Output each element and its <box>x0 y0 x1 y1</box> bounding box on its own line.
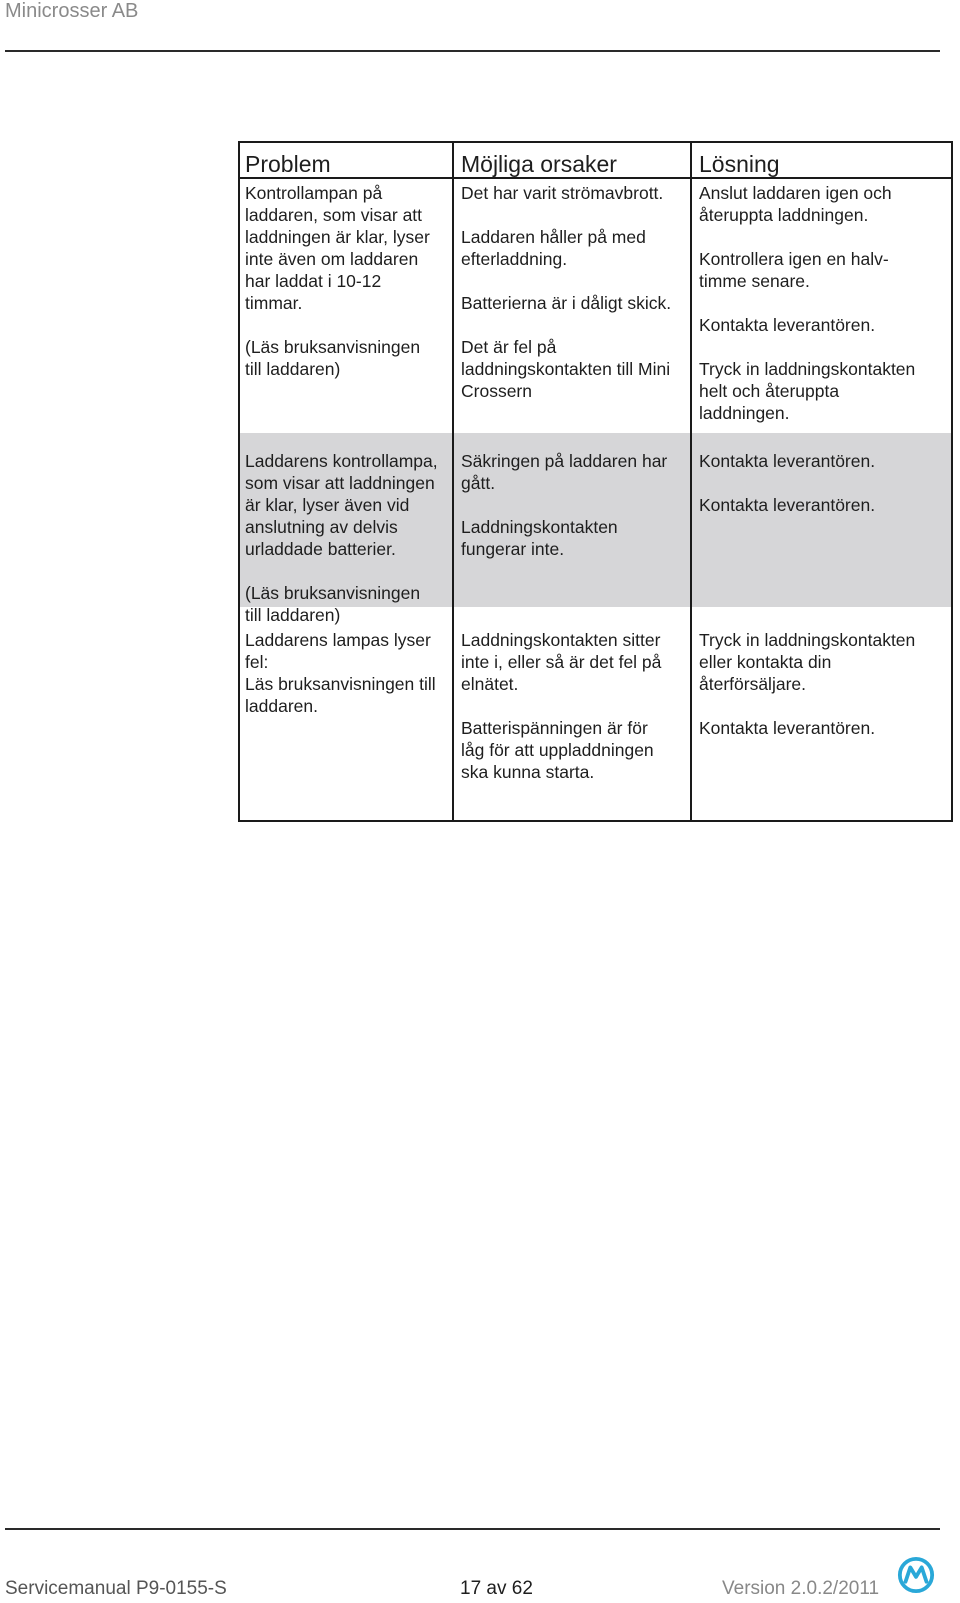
row2-causes <box>461 450 689 560</box>
row3-problem <box>245 629 450 717</box>
row1-cause-3: Batterierna är i dåligt skick. <box>461 293 672 313</box>
header-causes: Möjliga orsaker <box>461 151 617 177</box>
footer-manual-id: Servicemanual P9-0155-S <box>5 1578 227 1599</box>
row2-solution-1: Kontakta leverantören. <box>699 451 876 471</box>
troubleshooting-table <box>238 141 953 822</box>
footer-version: Version 2.0.2/2011 <box>722 1578 880 1599</box>
minicrosser-logo-icon <box>897 1556 935 1594</box>
footer-rule <box>5 1528 940 1530</box>
row3-problem-text: Laddarens lampas lyser fel: Läs bruksanvisningen till laddaren. <box>245 630 436 716</box>
row1-solution-1: Anslut laddaren igen och återuppta laddningen. <box>699 183 892 225</box>
row2-problem <box>245 450 450 626</box>
row1-cause-4: Det är fel på laddningskontakten till Mini Crossern <box>461 337 671 401</box>
row3-cause-2: Batterispänningen är för låg för att uppladdningen ska kunna starta. <box>461 718 654 782</box>
company-name: Minicrosser AB <box>5 0 139 22</box>
row1-problem-note: (Läs bruksanvisningen till laddaren) <box>245 337 421 379</box>
row1-solution-3: Kontakta leverantören. <box>699 315 876 335</box>
row2-problem-text: Laddarens kontrollampa, som visar att laddningen är klar, lyser även vid anslutning av delvis urladdade batterier. <box>245 451 438 559</box>
row1-cause-1: Det har varit strömavbrott. <box>461 183 664 203</box>
header-solution: Lösning <box>699 151 780 177</box>
row2-problem-note: (Läs bruksanvisningen till laddaren) <box>245 583 421 625</box>
row2-cause-2: Laddningskontakten fungerar inte. <box>461 517 618 559</box>
row1-causes <box>461 182 689 402</box>
row2-solution-2: Kontakta leverantören. <box>699 495 876 515</box>
row3-cause-1: Laddningskontakten sitter inte i, eller så är det fel på elnätet. <box>461 630 662 694</box>
row1-solution-2: Kontrollera igen en halv- timme senare. <box>699 249 889 291</box>
row1-problem <box>245 182 450 380</box>
row1-solutions <box>699 182 949 424</box>
column-divider-1 <box>452 143 454 820</box>
row3-solution-2: Kontakta leverantören. <box>699 718 876 738</box>
row1-cause-2: Laddaren håller på med efterladdning. <box>461 227 646 269</box>
row3-solutions <box>699 629 949 739</box>
row1-solution-4: Tryck in laddningskontakten helt och återuppta laddningen. <box>699 359 916 423</box>
column-divider-2 <box>690 143 692 820</box>
footer-page-number: 17 av 62 <box>460 1578 533 1599</box>
row3-solution-1: Tryck in laddningskontakten eller kontakta din återförsäljare. <box>699 630 916 694</box>
row3-causes <box>461 629 689 783</box>
row1-problem-text: Kontrollampan på laddaren, som visar att laddningen är klar, lyser inte även om laddaren har laddat i 10-12 timmar. <box>245 183 430 313</box>
header-problem: Problem <box>245 151 331 177</box>
row2-solutions <box>699 450 949 516</box>
header-rule <box>5 50 940 52</box>
row2-cause-1: Säkringen på laddaren har gått. <box>461 451 668 493</box>
